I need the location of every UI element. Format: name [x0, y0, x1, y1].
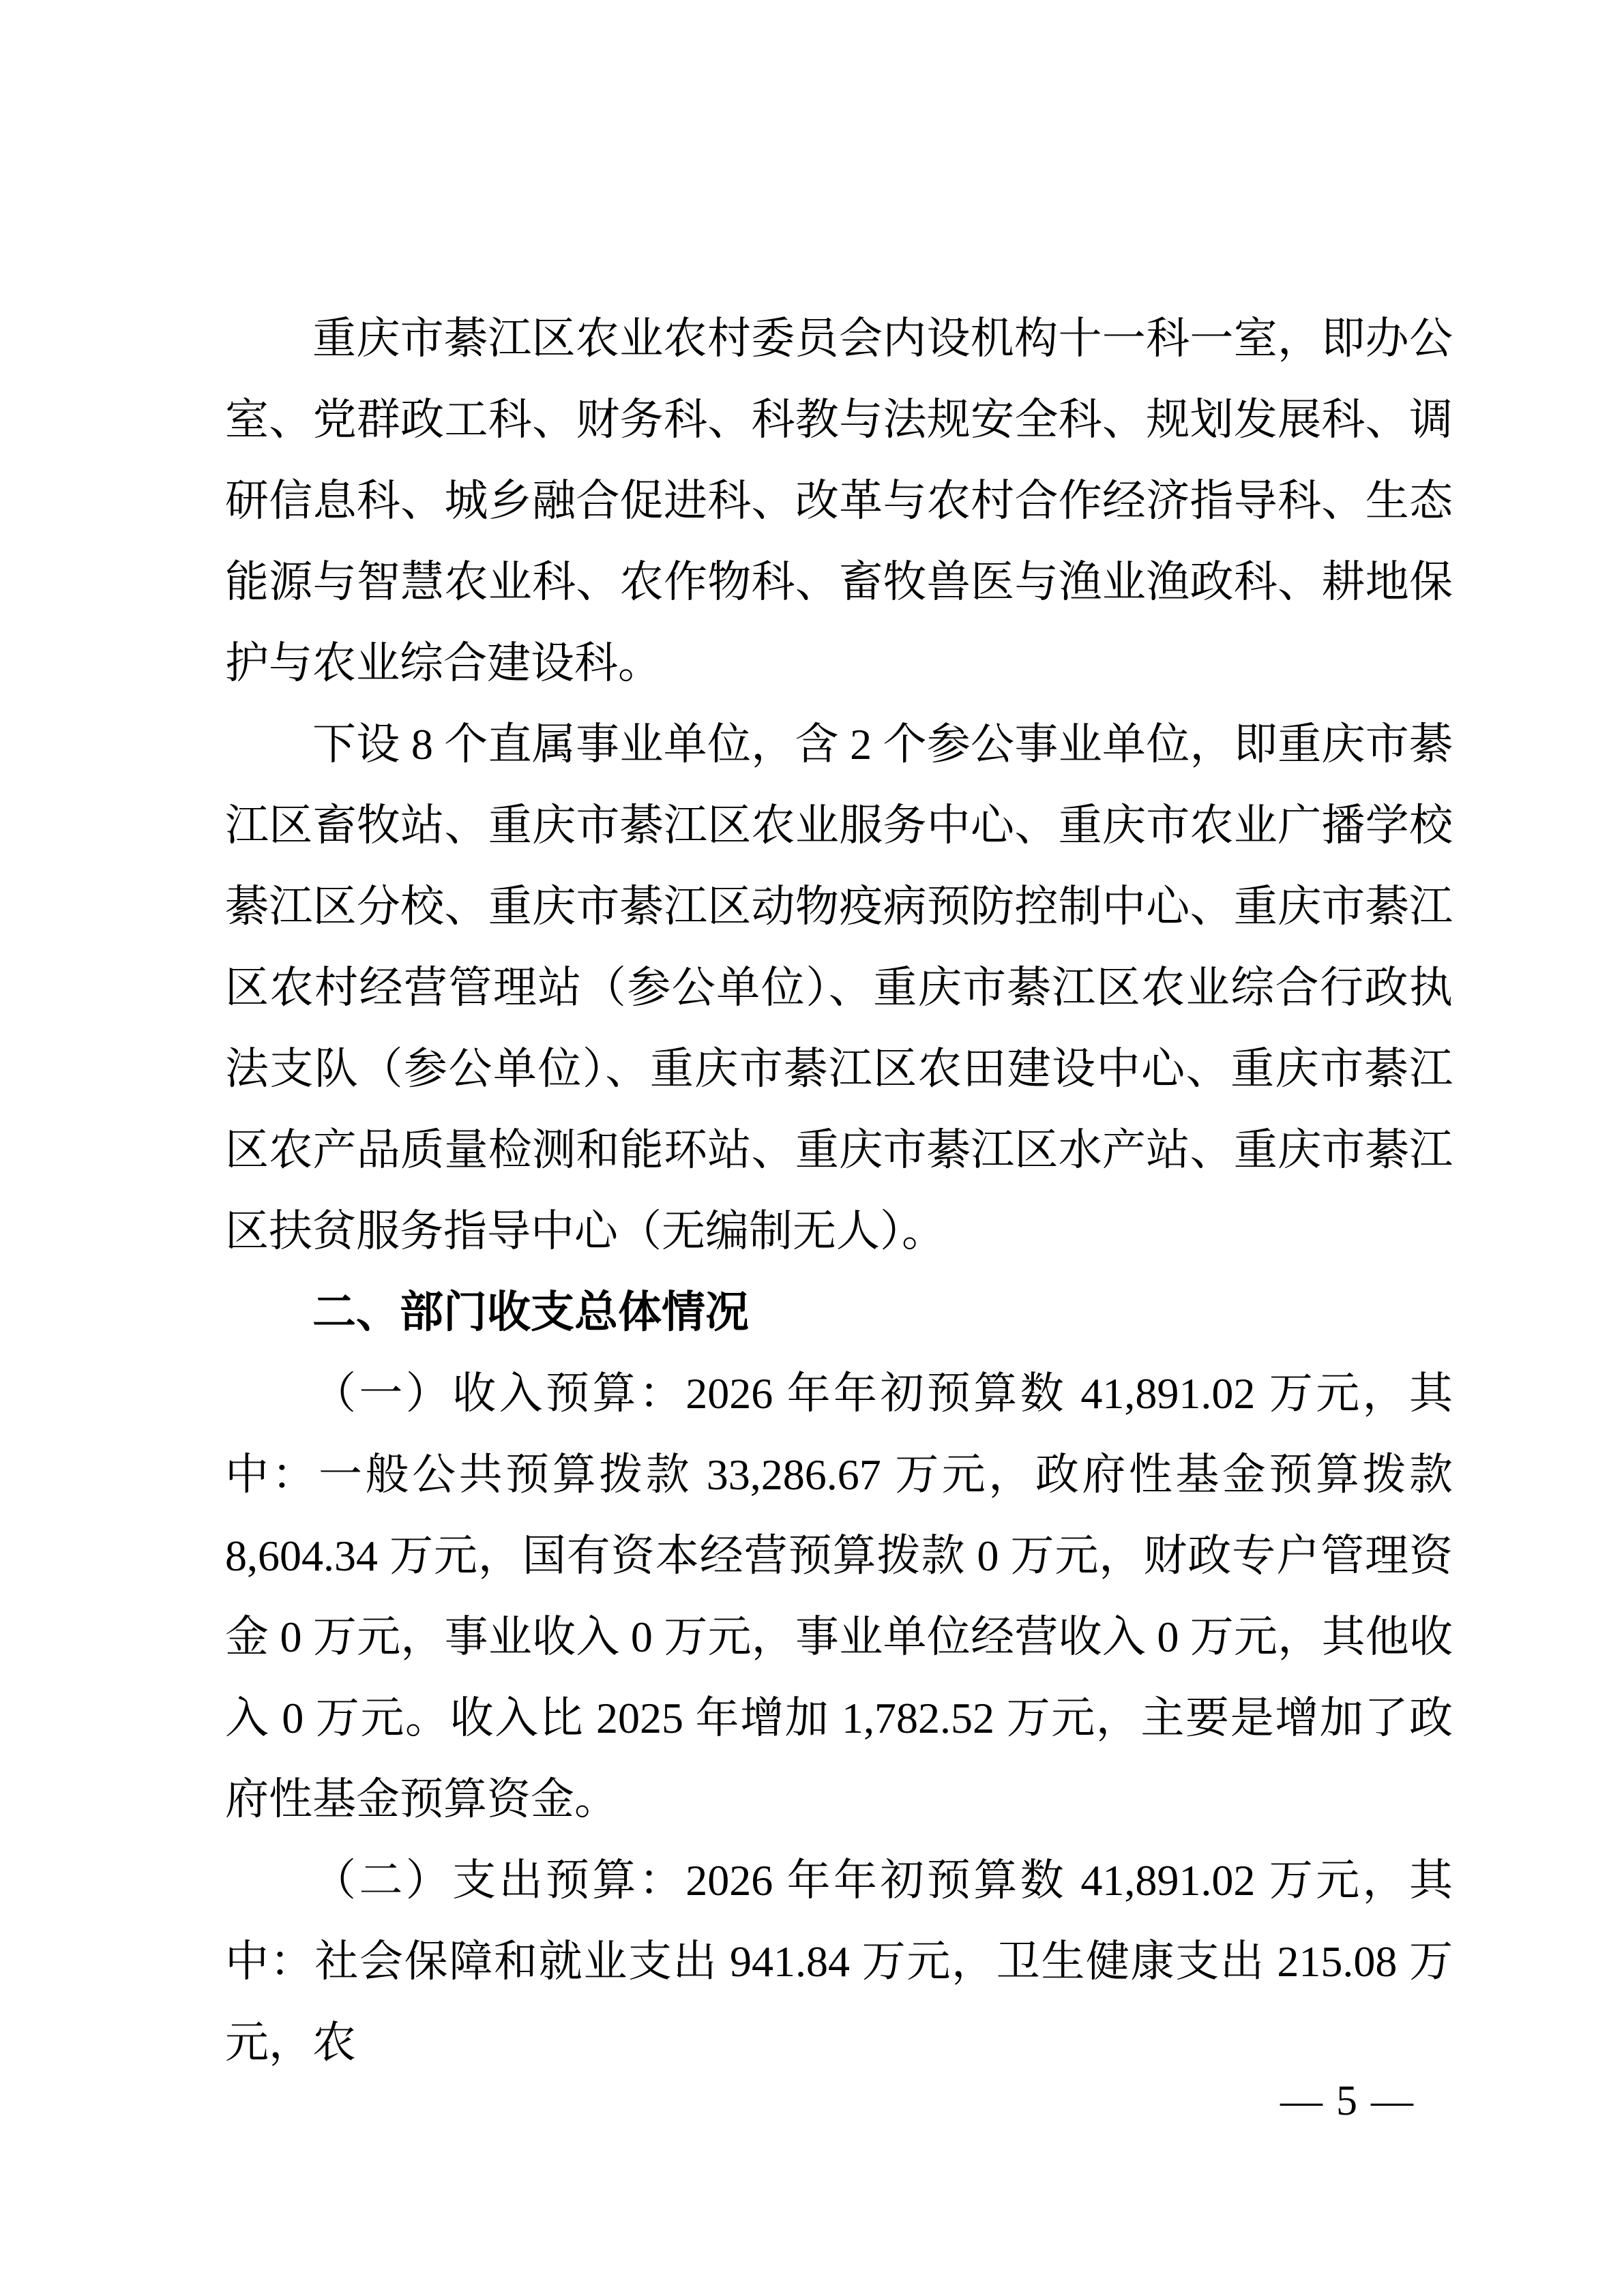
paragraph-subordinate-units: 下设 8 个直属事业单位，含 2 个参公事业单位，即重庆市綦江区畜牧站、重庆市綦江区农业服务中心、重庆市农业广播学校綦江区分校、重庆市綦江区动物疫病预防控制中心、重庆市綦江区农村经营管理站（参公单位）、重庆市綦江区农业综合行政执法支队（参公单位）、重庆市綦江区农田建设中心、重庆市綦江区农产品质量检测和能环站、重庆市綦江区水产站、重庆市綦江区扶贫服务指导中心（无编制无人）。	[225, 720, 1453, 1255]
income-budget-text: 2026 年年初预算数 41,891.02 万元，其中：一般公共预算拨款 33,286.67 万元，政府性基金预算拨款 8,604.34 万元，国有资本经营预算拨款 0 万元，财政专户管理资金 0 万元，事业收入 0 万元，事业单位经营收入 0 万元，其他收入 0 万元。收入比 2025 年增加 1,782.52 万元，主要是增加了政府性基金预算资金。	[225, 1369, 1453, 1823]
page-number: 5	[1336, 2078, 1359, 2124]
page-footer	[1268, 2077, 1427, 2125]
income-budget-label: （一）收入预算：	[312, 1369, 686, 1418]
paragraph-income-budget	[225, 1353, 1453, 1840]
document-body	[225, 298, 1453, 2083]
footer-dash-left: —	[1280, 2078, 1324, 2124]
expenditure-budget-label: （二）支出预算：	[312, 1856, 686, 1905]
footer-dash-right: —	[1371, 2078, 1415, 2124]
section-heading-budget-overview: 二、部门收支总体情况	[312, 1287, 749, 1337]
expenditure-budget-text: 2026 年年初预算数 41,891.02 万元，其中：社会保障和就业支出 941.84 万元，卫生健康支出 215.08 万元，农	[225, 1856, 1453, 2067]
paragraph-expenditure-budget	[225, 1840, 1453, 2083]
paragraph-internal-organs: 重庆市綦江区农业农村委员会内设机构十一科一室，即办公室、党群政工科、财务科、科教与法规安全科、规划发展科、调研信息科、城乡融合促进科、改革与农村合作经济指导科、生态能源与智慧农业科、农作物科、畜牧兽医与渔业渔政科、耕地保护与农业综合建设科。	[225, 314, 1453, 687]
